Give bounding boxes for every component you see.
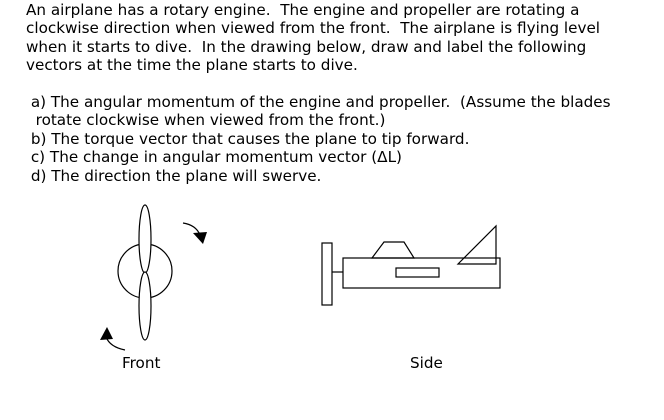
fuselage — [343, 258, 500, 288]
front-view-caption: Front — [122, 354, 161, 372]
intro-line-3: when it starts to dive. In the drawing below, draw and label the following — [26, 37, 587, 56]
part-a: a) The angular momentum of the engine and propeller. (Assume the blades — [26, 93, 611, 112]
propeller-side — [322, 243, 332, 305]
front-view-diagram[interactable] — [0, 198, 240, 358]
propeller-blade-bottom — [139, 272, 151, 340]
rotation-arrow-bottom-head — [100, 327, 113, 340]
part-b: b) The torque vector that causes the plane to tip forward. — [26, 129, 470, 148]
problem-text — [26, 1, 658, 185]
side-view-caption: Side — [410, 354, 443, 372]
rotation-arrow-top-head — [193, 232, 207, 244]
cockpit-canopy — [372, 242, 414, 258]
intro-line-2: clockwise direction when viewed from the front. The airplane is flying level — [26, 19, 601, 38]
part-c: c) The change in angular momentum vector (ΔL) — [26, 148, 402, 167]
intro-line-1: An airplane has a rotary engine. The engine and propeller are rotating a — [26, 1, 580, 19]
part-a-continued: rotate clockwise when viewed from the front.) — [26, 111, 386, 130]
propeller-blade-top — [139, 205, 151, 273]
side-view-diagram[interactable] — [310, 218, 530, 338]
intro-line-4: vectors at the time the plane starts to dive. — [26, 56, 358, 75]
wing — [396, 268, 439, 277]
paragraph-gap — [26, 75, 658, 93]
part-d: d) The direction the plane will swerve. — [26, 166, 322, 185]
